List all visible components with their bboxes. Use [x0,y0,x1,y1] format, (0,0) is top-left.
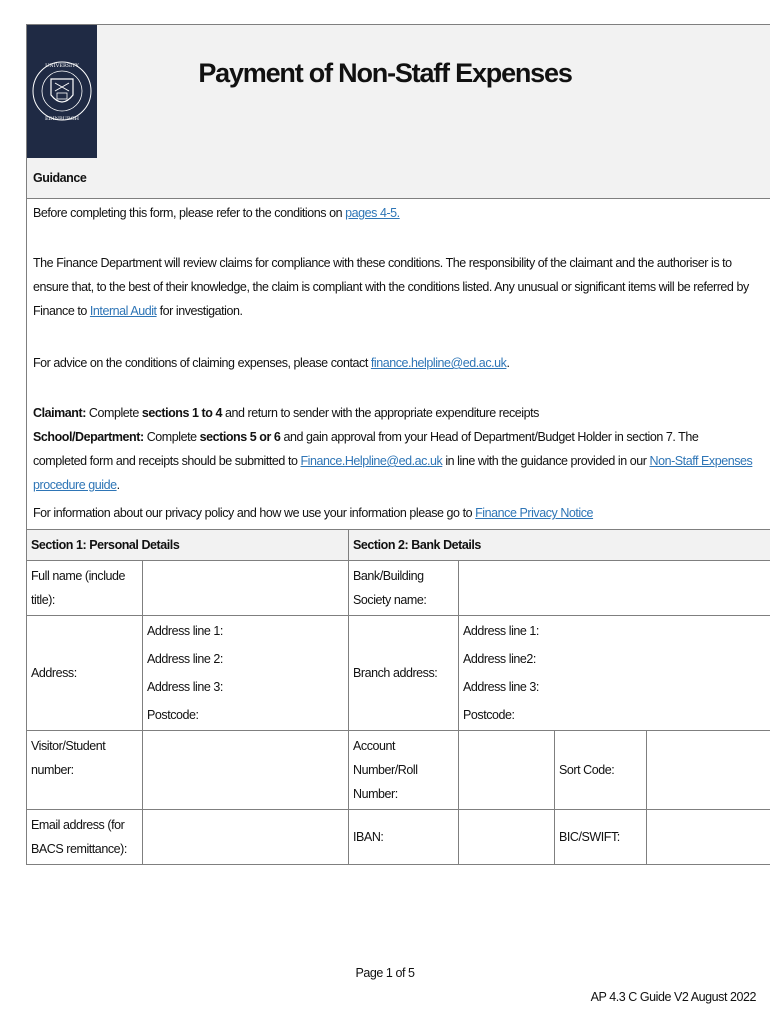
document-reference: AP 4.3 C Guide V2 August 2022 [590,990,756,1004]
branch-line3-label: Address line 3: [463,680,539,694]
address-field[interactable] [143,616,349,731]
branch-postcode-label: Postcode: [463,708,515,722]
address-line1-label: Address line 1: [147,624,223,638]
table-row [27,810,770,865]
branch-line1-label: Address line 1: [463,624,539,638]
branch-address-field[interactable] [459,616,770,731]
branch-address-label: Branch address: [349,616,459,731]
finance-helpline-link-2[interactable]: Finance.Helpline@ed.ac.uk [300,454,443,468]
bic-label: BIC/SWIFT: [555,810,647,865]
bic-field[interactable] [647,810,770,865]
postcode-label: Postcode: [147,708,199,722]
guidance-heading-bar [26,158,770,199]
guidance-heading: Guidance [33,171,87,185]
guidance-body [26,199,770,529]
iban-label: IBAN: [349,810,459,865]
privacy-notice-link[interactable]: Finance Privacy Notice [475,506,594,520]
address-label: Address: [27,616,143,731]
form-header [26,24,770,160]
privacy-paragraph: For information about our privacy policy and how we use your information please go to Finance Privacy Notice [33,506,594,520]
procedure-guide-link[interactable]: Non-Staff Expenses procedure guide [33,454,753,492]
email-label: Email address (for BACS remittance): [27,810,143,865]
section2-heading: Section 2: Bank Details [349,530,770,561]
visitor-number-field[interactable] [143,731,349,810]
finance-helpline-link[interactable]: finance.helpline@ed.ac.uk [370,356,507,370]
guidance-paragraph-2: The Finance Department will review claims for compliance with these conditions. The responsibility of the claimant and the authoriser is to ensure that, to the best of their knowledge, the claim is compliant with the conditions listed. Any unusual or significant items will be referred by Finance to Internal Audit for investigation. [33,256,749,318]
details-table [26,529,770,865]
pages-link[interactable]: pages 4-5. [345,206,400,220]
bank-name-field[interactable] [459,561,770,616]
school-instructions: School/Department: Complete sections 5 or 6 and gain approval from your Head of Department/Budget Holder in section 7. The completed form and receipts should be submitted to Finance.Helpline@ed.ac.uk in line with the guidance provided in our Non-Staff Expenses procedure guide. [33,430,753,492]
email-field[interactable] [143,810,349,865]
internal-audit-link[interactable]: Internal Audit [89,304,157,318]
bank-name-label: Bank/Building Society name: [349,561,459,616]
sort-code-label: Sort Code: [555,731,647,810]
account-number-field[interactable] [459,731,555,810]
full-name-label: Full name (include title): [27,561,143,616]
guidance-paragraph-3: For advice on the conditions of claiming expenses, please contact finance.helpline@ed.ac.uk. [33,356,510,370]
table-row [27,616,770,731]
section-headings-row [27,530,770,561]
claimant-instructions: Claimant: Complete sections 1 to 4 and return to sender with the appropriate expenditure receipts [33,406,539,420]
svg-text:EDINBURGH: EDINBURGH [44,116,80,122]
address-line3-label: Address line 3: [147,680,223,694]
account-number-label: Account Number/Roll Number: [349,731,459,810]
university-logo [27,25,97,158]
guidance-paragraph-1: Before completing this form, please refer to the conditions on pages 4-5. [33,206,400,220]
visitor-number-label: Visitor/Student number: [27,731,143,810]
full-name-field[interactable] [143,561,349,616]
page-title: Payment of Non-Staff Expenses [198,58,572,88]
sort-code-field[interactable] [647,731,770,810]
branch-line2-label: Address line2: [463,652,536,666]
section1-heading: Section 1: Personal Details [27,530,349,561]
address-line2-label: Address line 2: [147,652,223,666]
table-row [27,731,770,810]
logo-lettering: UNIVERSITY [45,63,79,69]
iban-field[interactable] [459,810,555,865]
university-crest-icon [27,25,97,158]
page-number: Page 1 of 5 [355,966,415,980]
table-row [27,561,770,616]
